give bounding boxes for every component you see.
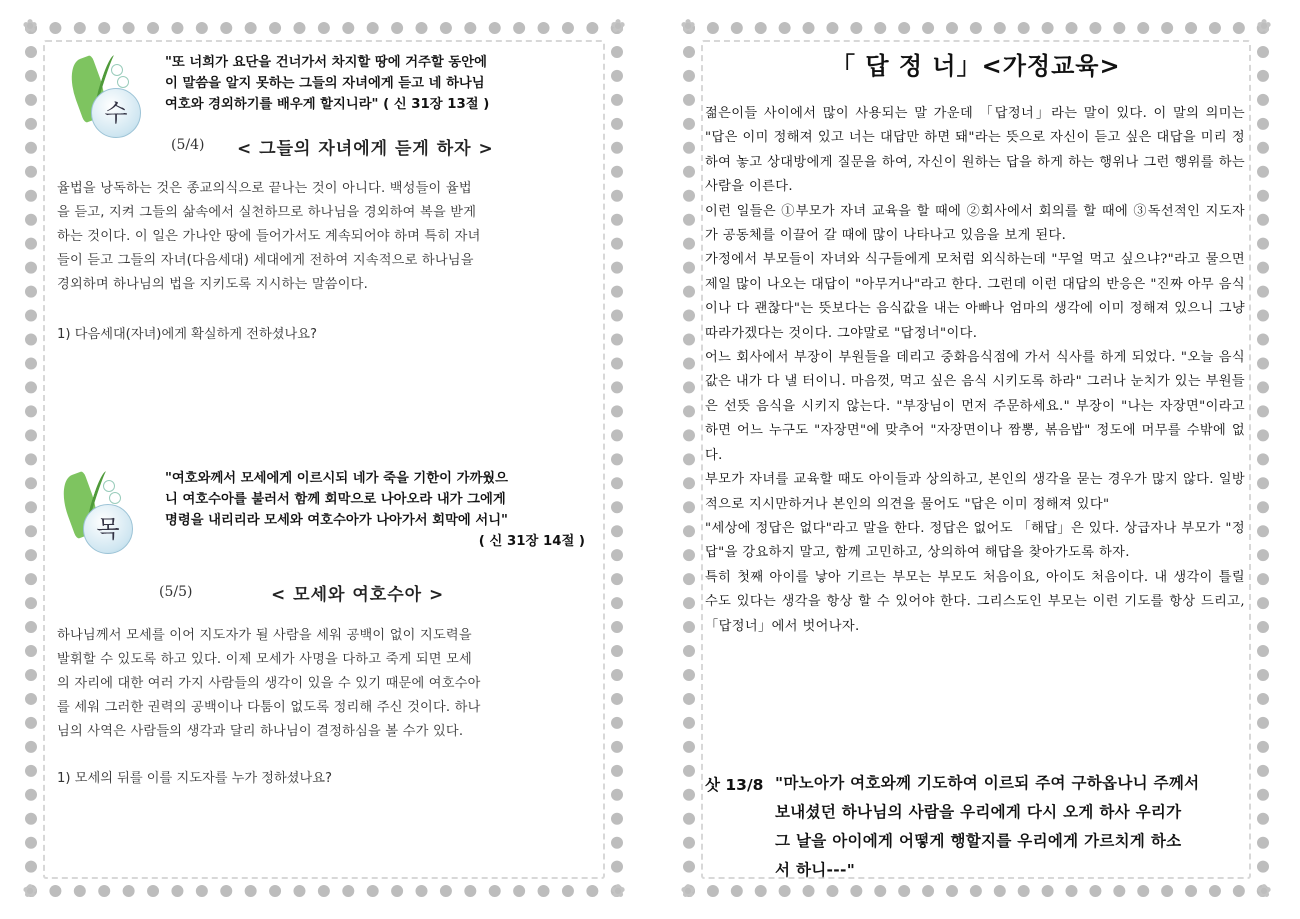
paragraph-line: 경외하며 하나님의 법을 지키도록 지시하는 말씀이다. (57, 277, 369, 292)
article-paragraph: 특히 첫째 아이를 낳아 기르는 부모는 부모도 처음이요, 아이도 처음이다. 내 생각이 틀릴 수도 있다는 생각을 항상 할 수 있어야 한다. 그리스도인 부모는 이런 기도를 항상 드리고, 「답정너」에서 벗어나자. (705, 569, 1245, 634)
section-heading: < 그들의 자녀에게 듣게 하자 > (237, 139, 494, 159)
day-badge: 목 (83, 504, 133, 554)
paragraph-line: 를 세워 그러한 권력의 공백이나 다툼이 없도록 정리해 주신 것이다. 하나 (57, 700, 481, 715)
right-page (680, 16, 1272, 902)
article-paragraph: 어느 회사에서 부장이 부원들을 데리고 중화음식점에 가서 식사를 하게 되었다. "오늘 음식값은 내가 다 낼 터이니. 마음껏, 먹고 싶은 음식 시키도록 하라" 그러나 눈치가 있는 부원들은 선뜻 음식을 시키지 않는다. "부장님이 먼저 주문하세요." 부장이 "나는 자장면"이라고 하면 어느 누구도 "자장면"에 맞추어 "자장면이나 짬뽕, 볶음밥" 정도에 머무를 수밖에 없다. (705, 350, 1245, 463)
verse-line: 여호와 경외하기를 배우게 할지니라" ( 신 31장 13절 ) (165, 97, 490, 112)
scripture-line: "마노아가 여호와께 기도하여 이르되 주여 구하옵나니 주께서 (775, 774, 1200, 792)
verse-block-2 (165, 468, 605, 552)
article-paragraph: "세상에 정답은 없다"라고 말을 한다. 정답은 없어도 「해답」은 있다. 상급자나 부모가 "정답"을 강요하지 말고, 함께 고민하고, 상의하여 해답을 찾아가도록 하자. (705, 520, 1245, 561)
article-paragraph: 부모가 자녀를 교육할 때도 아이들과 상의하고, 본인의 생각을 묻는 경우가 많지 않다. 일방적으로 지시만하거나 본인의 의견을 물어도 "답은 이미 정해져 있다" (705, 472, 1245, 512)
page-title: 「 답 정 너」<가정교육> (831, 52, 1121, 80)
corner-flower-icon: ✿ (680, 16, 696, 37)
paragraph-line: 의 자리에 대한 여러 가지 사람들의 생각이 있을 수 있기 때문에 여호수아 (57, 676, 481, 691)
paragraph-line: 을 듣고, 지켜 그들의 삶속에서 실천하므로 하나님을 경외하여 복을 받게 (57, 205, 477, 220)
verse-line: "또 너희가 요단을 건너가서 차지할 땅에 거주할 동안에 (165, 55, 487, 70)
corner-flower-icon: ✿ (1256, 16, 1272, 37)
scripture-line: 그 날을 아이에게 어떻게 행할지를 우리에게 가르치게 하소 (775, 832, 1182, 850)
verse-line: 니 여호수아를 불러서 함께 회막으로 나아오라 내가 그에게 (165, 492, 506, 507)
corner-flower-icon: ✿ (680, 881, 696, 902)
scripture-reference-label: 삿 13/8 (705, 776, 764, 794)
day-badge: 수 (91, 88, 141, 138)
verse-reference: ( 신 31장 14절 ) (478, 534, 585, 549)
lily-badge-thursday (71, 54, 141, 144)
corner-flower-icon: ✿ (22, 16, 38, 37)
corner-flower-icon: ✿ (1256, 881, 1272, 902)
verse-line: "여호와께서 모세에게 이르시되 네가 죽을 기한이 가까웠으 (165, 471, 508, 486)
paragraph-line: 율법을 낭독하는 것은 종교의식으로 끝나는 것이 아니다. 백성들이 율법 (57, 181, 472, 196)
article-paragraph: 젊은이들 사이에서 많이 사용되는 말 가운데 「답정너」라는 말이 있다. 이 말의 의미는 "답은 이미 정해져 있고 너는 대답만 하면 돼"라는 뜻으로 자신이 듣고 싶은 대답을 미리 정하여 놓고 상대방에게 질문을 하여, 자신이 원하는 답을 하게 하는 행위나 그런 행위를 하는 사람을 이른다. (705, 106, 1245, 195)
left-page (22, 16, 626, 902)
paragraph-line: 들이 듣고 그들의 자녀(다음세대) 세대에게 전하여 지속적으로 하나님을 (57, 253, 474, 268)
question: 1) 모세의 뒤를 이를 지도자를 누가 정하셨나요? (57, 771, 332, 786)
article-body (705, 102, 1245, 639)
date-label: (5/4) (171, 137, 205, 153)
section-paragraph (57, 177, 597, 297)
verse-block-1 (165, 52, 605, 115)
corner-flower-icon: ✿ (610, 881, 626, 902)
paragraph-line: 하나님께서 모세를 이어 지도자가 될 사람을 세워 공백이 없이 지도력을 (57, 628, 472, 643)
paragraph-line: 발휘할 수 있도록 하고 있다. 이제 모세가 사명을 다하고 죽게 되면 모세 (57, 652, 472, 667)
section-paragraph (57, 624, 597, 744)
section-heading: < 모세와 여호수아 > (271, 585, 445, 605)
article-paragraph: 가정에서 부모들이 자녀와 식구들에게 모처럼 외식하는데 "무얼 먹고 싶으냐?"라고 물으면 제일 많이 나오는 대답이 "아무거나"라고 한다. 그런데 이런 대답의 반응은 "진짜 아무 음식이나 다 괜찮다"는 뜻보다는 음식값을 내는 아빠나 엄마의 생각에 이미 정해져 있으니 그냥 따라가겠다는 것이다. 그야말로 "답정너"이다. (705, 252, 1245, 341)
lily-badge-friday (63, 470, 133, 560)
date-label: (5/5) (159, 584, 193, 600)
corner-flower-icon: ✿ (22, 881, 38, 902)
question: 1) 다음세대(자녀)에게 확실하게 전하셨나요? (57, 327, 317, 342)
article-paragraph: 이런 일들은 ①부모가 자녀 교육을 할 때에 ②회사에서 회의를 할 때에 ③독선적인 지도자가 공동체를 이끌어 갈 때에 많이 나타나고 있음을 보게 된다. (705, 203, 1245, 244)
paragraph-line: 하는 것이다. 이 일은 가나안 땅에 들어가서도 계속되어야 하며 특히 자녀 (57, 229, 481, 244)
corner-flower-icon: ✿ (610, 16, 626, 37)
verse-line: 이 말씀을 알지 못하는 그들의 자녀에게 듣고 네 하나님 (165, 76, 485, 91)
scripture-line: 보내셨던 하나님의 사람을 우리에게 다시 오게 하사 우리가 (775, 803, 1182, 821)
scripture-quote (775, 769, 1245, 885)
verse-line: 명령을 내리리라 모세와 여호수아가 나아가서 회막에 서니" (165, 513, 508, 528)
paragraph-line: 님의 사역은 사람들의 생각과 달리 하나님이 결정하심을 볼 수가 있다. (57, 724, 464, 739)
scripture-line: 서 하니---" (775, 861, 856, 879)
